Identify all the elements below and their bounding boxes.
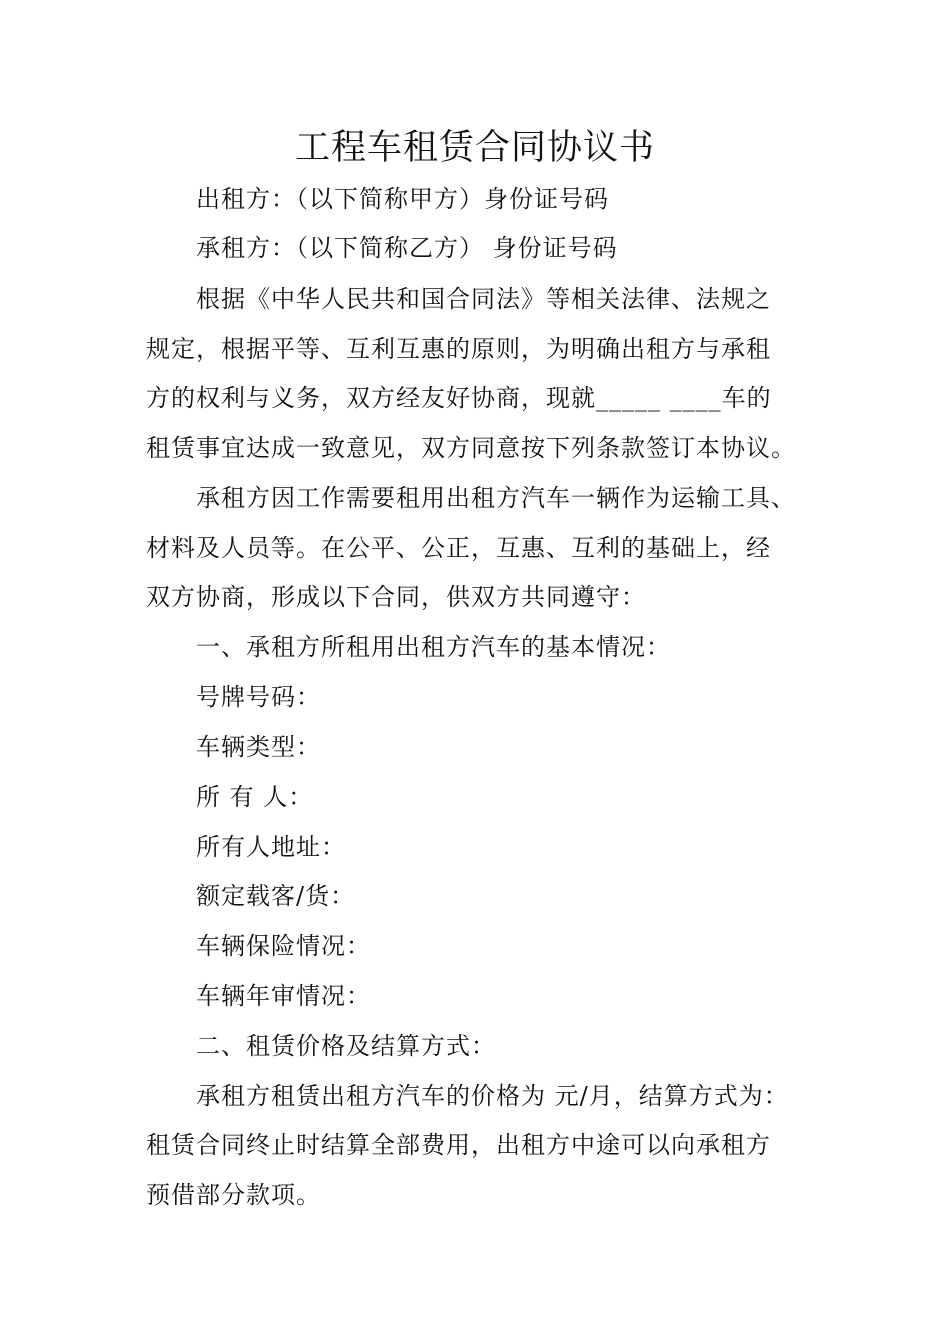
intro-paragraph-line-1: 根据《中华人民共和国合同法》等相关法律、法规之 xyxy=(196,285,771,313)
vehicle-type-field: 车辆类型： xyxy=(196,733,321,761)
section-1-heading: 一、承租方所租用出租方汽车的基本情况： xyxy=(196,633,671,661)
price-paragraph-line-3: 预借部分款项。 xyxy=(146,1181,321,1209)
plate-number-field: 号牌号码： xyxy=(196,683,321,711)
purpose-paragraph-line-2: 材料及人员等。在公平、公正，互惠、互利的基础上，经 xyxy=(146,534,771,562)
document-title: 工程车租赁合同协议书 xyxy=(294,128,655,168)
section-2-heading: 二、租赁价格及结算方式： xyxy=(196,1032,496,1060)
purpose-paragraph-line-1: 承租方因工作需要租用出租方汽车一辆作为运输工具、 xyxy=(196,484,796,512)
purpose-paragraph-line-3: 双方协商，形成以下合同，供双方共同遵守： xyxy=(146,583,646,611)
owner-field: 所 有 人： xyxy=(196,783,314,811)
price-paragraph-line-1: 承租方租赁出租方汽车的价格为 元/月，结算方式为： xyxy=(196,1082,789,1110)
intro-paragraph-line-4: 租赁事宜达成一致意见，双方同意按下列条款签订本协议。 xyxy=(146,434,796,462)
annual-inspection-field: 车辆年审情况： xyxy=(196,982,371,1010)
lessee-line: 承租方：（以下简称乙方） 身份证号码 xyxy=(196,234,618,262)
intro-paragraph-line-3: 方的权利与义务，双方经友好协商，现就_____ ____车的 xyxy=(146,384,772,412)
intro-paragraph-line-2: 规定，根据平等、互利互惠的原则，为明确出租方与承租 xyxy=(146,335,771,363)
owner-address-field: 所有人地址： xyxy=(196,833,346,861)
insurance-status-field: 车辆保险情况： xyxy=(196,932,371,960)
lessor-line: 出租方：（以下简称甲方）身份证号码 xyxy=(196,185,609,213)
rated-capacity-field: 额定载客/货： xyxy=(196,882,356,910)
price-paragraph-line-2: 租赁合同终止时结算全部费用，出租方中途可以向承租方 xyxy=(146,1131,771,1159)
